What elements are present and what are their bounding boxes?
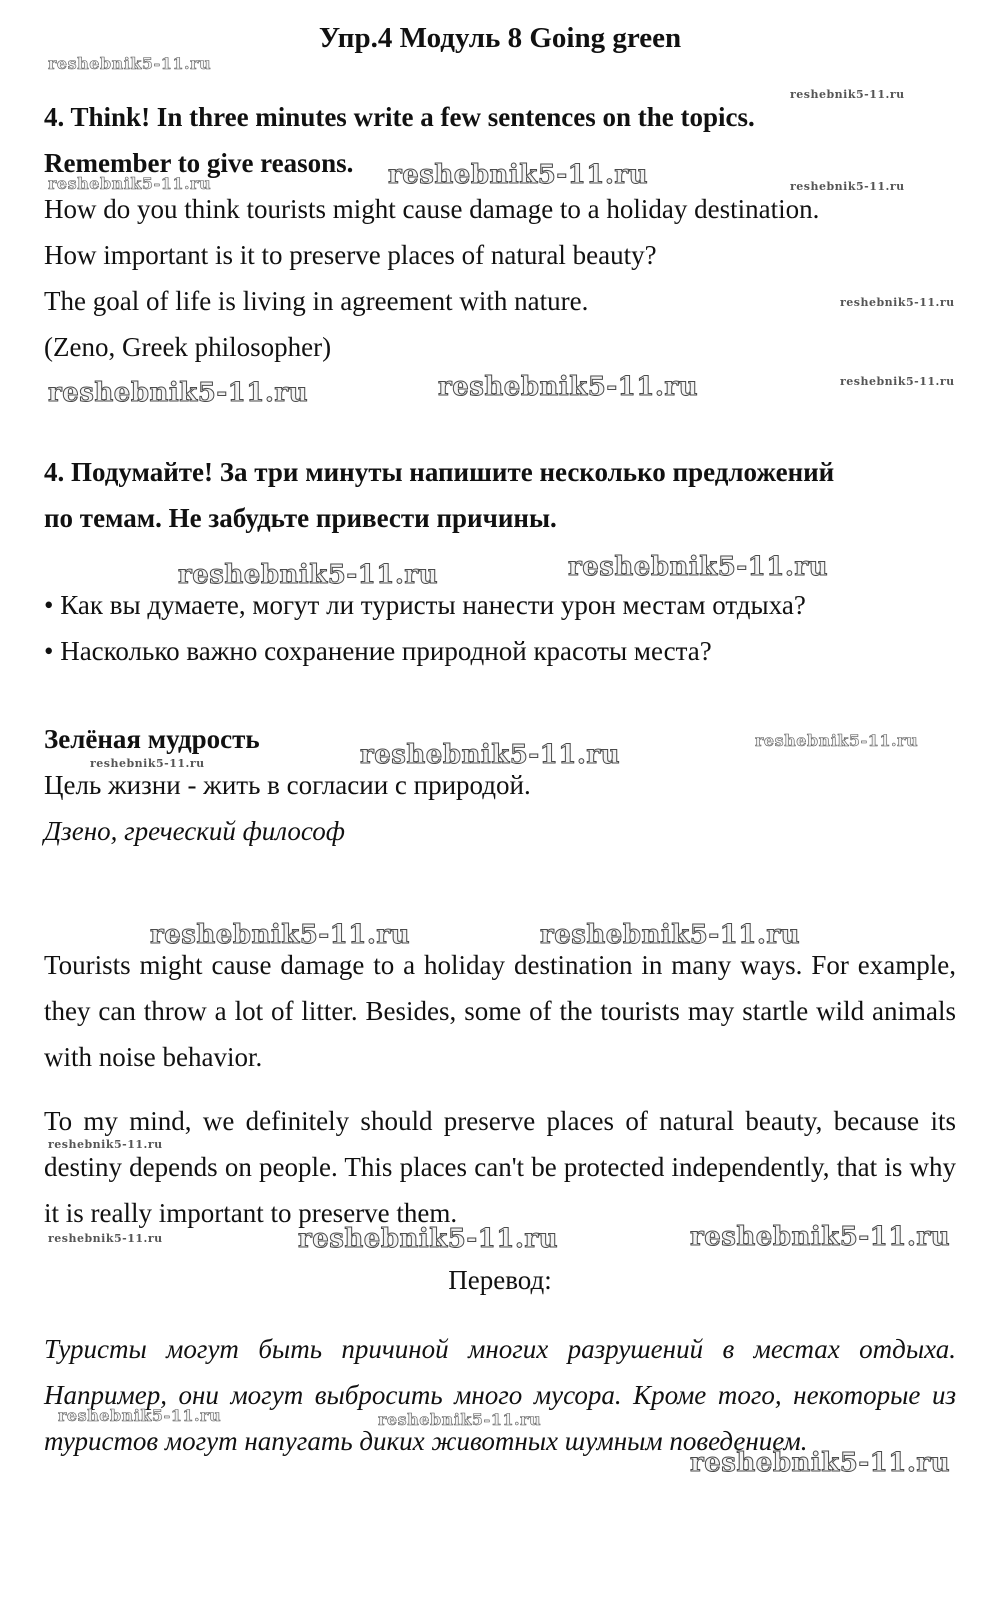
watermark: reshebnik5-11.ru xyxy=(690,1222,951,1252)
watermark: reshebnik5-11.ru xyxy=(298,1224,559,1254)
task-ru-heading-line1: 4. Подумайте! За три минуты напишите несколько предложений xyxy=(44,457,835,487)
task-ru-heading-line2: по темам. Не забудьте привести причины. xyxy=(44,503,557,533)
watermark: reshebnik5-11.ru xyxy=(840,375,955,388)
watermark: reshebnik5-11.ru xyxy=(690,1448,951,1478)
watermark: reshebnik5-11.ru xyxy=(58,1406,222,1425)
watermark: reshebnik5-11.ru xyxy=(90,757,205,770)
watermark: reshebnik5-11.ru xyxy=(840,296,955,309)
task-ru-questions xyxy=(44,582,956,674)
watermark: reshebnik5-11.ru xyxy=(48,378,309,408)
watermark: reshebnik5-11.ru xyxy=(360,740,621,770)
task-ru-question-1: • Как вы думаете, могут ли туристы нанести урон местам отдыха? xyxy=(44,590,806,620)
answer-paragraph-1 xyxy=(44,942,956,1080)
translation-label-block xyxy=(44,1257,956,1303)
watermark: reshebnik5-11.ru xyxy=(48,1138,163,1151)
translation-text: Туристы могут быть причиной многих разрушений в местах отдыха. Например, они могут выбросить много мусора. Кроме того, некоторые из туристов могут напугать диких животных шумным поведением. xyxy=(44,1334,956,1456)
task-en-quote-author: (Zeno, Greek philosopher) xyxy=(44,332,332,362)
watermark: reshebnik5-11.ru xyxy=(438,372,699,402)
answer-paragraph-2 xyxy=(44,1098,956,1236)
page-title: Упр.4 Модуль 8 Going green xyxy=(318,22,682,54)
watermark: reshebnik5-11.ru xyxy=(48,1232,163,1245)
task-en-heading-line1: 4. Think! In three minutes write a few sentences on the topics. xyxy=(44,102,755,132)
task-en-question-2: How important is it to preserve places of natural beauty? xyxy=(44,240,657,270)
task-en xyxy=(44,94,956,370)
watermark: reshebnik5-11.ru xyxy=(755,731,919,750)
wisdom-quote: Цель жизни - жить в согласии с природой. xyxy=(44,770,531,800)
watermark: reshebnik5-11.ru xyxy=(48,174,212,193)
watermark: reshebnik5-11.ru xyxy=(790,180,905,193)
answer-text-2: To my mind, we definitely should preserve places of natural beauty, because its destiny depends on people. This places can't be protected independently, that is why it is really important to preserve them. xyxy=(44,1106,956,1228)
watermark: reshebnik5-11.ru xyxy=(540,920,801,950)
task-en-heading-line2: Remember to give reasons. xyxy=(44,148,354,178)
task-en-quote: The goal of life is living in agreement with nature. xyxy=(44,286,589,316)
watermark: reshebnik5-11.ru xyxy=(790,88,905,101)
task-ru xyxy=(44,449,956,541)
watermark: reshebnik5-11.ru xyxy=(388,160,649,190)
task-en-question-1: How do you think tourists might cause damage to a holiday destination. xyxy=(44,194,820,224)
answer-text-1: Tourists might cause damage to a holiday destination in many ways. For example, they can throw a lot of litter. Besides, some of the tourists may startle wild animals with noise behavior. xyxy=(44,950,956,1072)
watermark: reshebnik5-11.ru xyxy=(378,1410,542,1429)
watermark: reshebnik5-11.ru xyxy=(48,54,212,73)
watermark: reshebnik5-11.ru xyxy=(568,552,829,582)
watermark: reshebnik5-11.ru xyxy=(150,920,411,950)
wisdom-heading: Зелёная мудрость xyxy=(44,724,260,754)
wisdom-author: Дзено, греческий философ xyxy=(44,816,345,846)
translation-label: Перевод: xyxy=(448,1265,552,1295)
watermark: reshebnik5-11.ru xyxy=(178,560,439,590)
translation-paragraph xyxy=(44,1326,956,1464)
task-ru-question-2: • Насколько важно сохранение природной красоты места? xyxy=(44,636,712,666)
